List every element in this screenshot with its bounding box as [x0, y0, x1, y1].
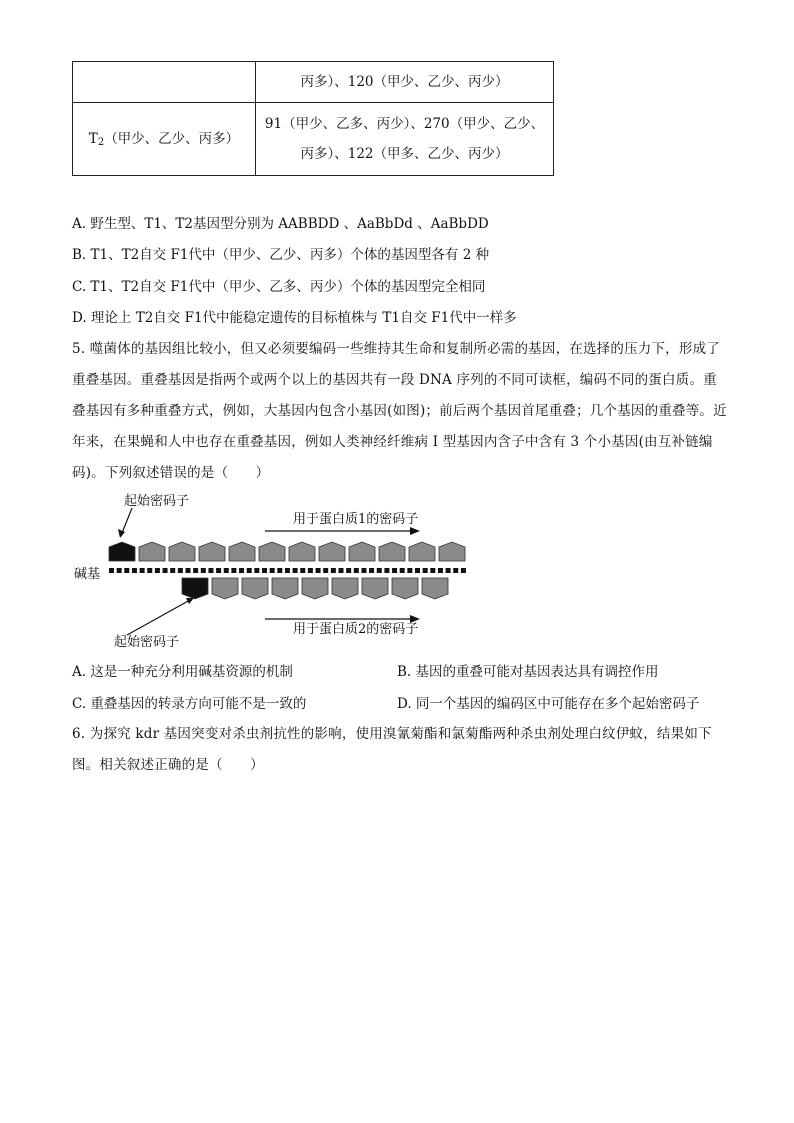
bases-label: 碱基 — [74, 567, 101, 582]
base — [308, 568, 313, 573]
q5-stem: 5. 噬菌体的基因组比较小，但又必须要编码一些维持其生命和复制所必需的基因，在选择的压力下，形成了重叠基因。重叠基因是指两个或两个以上的基因共有一段 DNA 序列的不同可读框，编码不同的蛋白质。重叠基因有多种重叠方式，例如，大基因内包含小基因(如图)；前后两个基因首尾重叠；几个基因的重叠等。近年来，在果蝇和人中也存在重叠基因，例如人类神经纤维病 I 型基因内含子中含有 3 个小基因(由互补链编码)。下列叙述错误的是（ ） — [72, 341, 727, 481]
q5-options-row-2 — [72, 694, 728, 714]
base — [300, 568, 305, 573]
q5-option-b: B. 基因的重叠可能对基因表达具有调控作用 — [397, 664, 659, 680]
pointer-head — [118, 529, 125, 538]
base — [453, 568, 458, 573]
base — [186, 568, 191, 573]
base — [331, 568, 336, 573]
codon — [439, 542, 465, 561]
base — [109, 568, 114, 573]
q5-option-c: C. 重叠基因的转录方向可能不是一致的 — [72, 696, 307, 712]
base — [247, 568, 252, 573]
codon — [422, 578, 448, 599]
protein1-arrow-head — [410, 527, 420, 535]
codon — [289, 542, 315, 561]
codon — [272, 578, 298, 599]
base — [147, 568, 152, 573]
codon — [302, 578, 328, 599]
codon — [199, 542, 225, 561]
q4-option-d: D. 理论上 T2自交 F1代中能稳定遗传的目标植株与 T1自交 F1代中一样多 — [72, 310, 517, 326]
base — [208, 568, 213, 573]
base — [201, 568, 206, 573]
base — [239, 568, 244, 573]
cell-line: 丙多）、122（甲多、乙少、丙少） — [300, 146, 509, 162]
overlapping-gene-figure — [72, 488, 472, 650]
start-codon-top-pointer — [122, 508, 132, 533]
codon — [362, 578, 388, 599]
base — [270, 568, 275, 573]
codon — [242, 578, 268, 599]
codon — [392, 578, 418, 599]
q6-stem: 6. 为探究 kdr 基因突变对杀虫剂抗性的影响，使用溴氰菊酯和氯菊酯两种杀虫剂处理白纹伊蚊，结果如下图。相关叙述正确的是（ ） — [72, 726, 712, 773]
base — [170, 568, 175, 573]
base — [316, 568, 321, 573]
base — [438, 568, 443, 573]
start-codon-bottom-label: 起始密码子 — [114, 635, 180, 650]
base — [155, 568, 160, 573]
codon — [409, 542, 435, 561]
base — [178, 568, 183, 573]
base — [163, 568, 168, 573]
base — [293, 568, 298, 573]
base — [231, 568, 236, 573]
table-cell — [73, 62, 256, 103]
base — [369, 568, 374, 573]
base — [132, 568, 137, 573]
protein1-codons-label: 用于蛋白质1的密码子 — [293, 512, 419, 527]
q4-option-a: A. 野生型、T1、T2基因型分别为 AABBDD 、AaBbDd 、AaBbDD — [72, 216, 489, 232]
genotype-table — [72, 61, 554, 176]
start-codon-top — [109, 542, 135, 561]
codon — [169, 542, 195, 561]
base — [384, 568, 389, 573]
q4-option-b: B. T1、T2自交 F1代中（甲少、乙少、丙多）个体的基因型各有 2 种 — [72, 247, 490, 263]
base — [392, 568, 397, 573]
base — [407, 568, 412, 573]
t2-subscript: 2 — [97, 137, 105, 148]
cell-line: 91（甲少、乙多、丙少）、270（甲少、乙少、 — [264, 116, 545, 132]
codon — [139, 542, 165, 561]
base — [354, 568, 359, 573]
start-codon-bottom-pointer — [127, 600, 190, 635]
t2-label: T — [88, 131, 98, 147]
q5-option-d: D. 同一个基因的编码区中可能存在多个起始密码子 — [397, 696, 700, 712]
base — [277, 568, 282, 573]
base — [140, 568, 145, 573]
t2-phenotype: （甲少、乙少、丙多） — [104, 131, 240, 147]
base — [117, 568, 122, 573]
table-row — [73, 62, 554, 103]
base — [262, 568, 267, 573]
table-cell — [256, 103, 554, 176]
base — [193, 568, 198, 573]
codon — [259, 542, 285, 561]
base — [377, 568, 382, 573]
protein2-codons-label: 用于蛋白质2的密码子 — [293, 622, 419, 637]
base — [423, 568, 428, 573]
table-cell — [73, 103, 256, 176]
codon — [349, 542, 375, 561]
base — [430, 568, 435, 573]
base — [446, 568, 451, 573]
base — [339, 568, 344, 573]
base — [361, 568, 366, 573]
q4-option-c: C. T1、T2自交 F1代中（甲少、乙多、丙少）个体的基因型完全相同 — [72, 279, 486, 295]
table-cell: 丙多）、120（甲少、乙少、丙少） — [256, 62, 554, 103]
codon — [379, 542, 405, 561]
start-codon-top-label: 起始密码子 — [124, 494, 190, 509]
base — [461, 568, 466, 573]
q5-options-row-1 — [72, 662, 728, 682]
codon — [212, 578, 238, 599]
base — [124, 568, 129, 573]
start-codon-bottom — [182, 578, 208, 599]
base — [400, 568, 405, 573]
codon — [229, 542, 255, 561]
codon — [332, 578, 358, 599]
base — [216, 568, 221, 573]
base — [254, 568, 259, 573]
base — [323, 568, 328, 573]
base — [224, 568, 229, 573]
table-row — [73, 103, 554, 176]
codon — [319, 542, 345, 561]
q5-option-a: A. 这是一种充分利用碱基资源的机制 — [72, 664, 293, 680]
base — [346, 568, 351, 573]
base — [415, 568, 420, 573]
base — [285, 568, 290, 573]
